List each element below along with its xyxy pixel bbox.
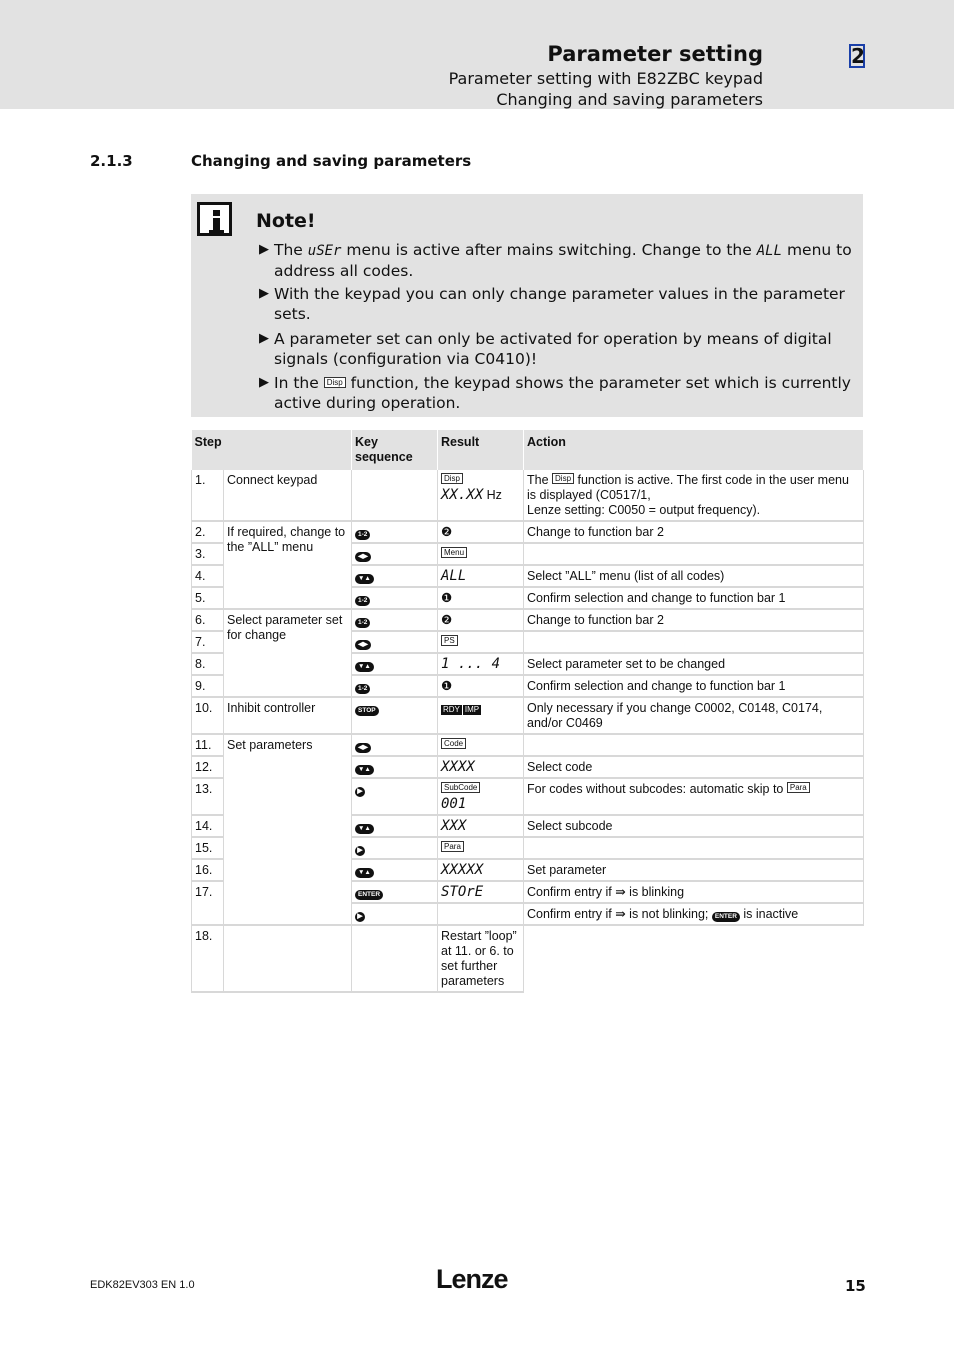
header-step: Step: [192, 430, 352, 470]
document-id: EDK82EV303 EN 1.0: [90, 1279, 195, 1291]
table-row: 17. ENTER STOrE Confirm entry if ⇛ is blinking: [192, 881, 864, 903]
info-icon: [197, 202, 232, 236]
bullet-arrow-icon: ▶: [259, 242, 269, 257]
shift-key-icon: 1-2: [355, 596, 370, 606]
right-key-icon: ▶: [355, 912, 365, 922]
table-row: 15. ▶ Para: [192, 837, 864, 859]
table-row: 16. ▼▲ XXXXX Set parameter: [192, 859, 864, 881]
left-right-key-icon: ◀▶: [355, 640, 371, 650]
down-up-key-icon: ▼▲: [355, 824, 374, 834]
bullet-arrow-icon: ▶: [259, 375, 269, 390]
table-row: 8. ▼▲ 1 ... 4 Select parameter set to be changed: [192, 653, 864, 675]
procedure-table: [191, 430, 864, 993]
bullet-arrow-icon: ▶: [259, 331, 269, 346]
note-item-4: ▶ In the Disp function, the keypad shows the parameter set which is currently active during operation.: [259, 374, 851, 412]
shift-key-icon: 1-2: [355, 684, 370, 694]
lenze-logo: Lenze: [436, 1264, 508, 1294]
header-action: Action: [524, 430, 864, 470]
right-key-icon: ▶: [355, 846, 365, 856]
bullet-arrow-icon: ▶: [259, 286, 269, 301]
table-row: 10. Inhibit controller STOP RDY IMP Only necessary if you change C0002, C0148, C0174, and/or C0469: [192, 697, 864, 734]
note-box: [191, 194, 863, 417]
rdy-indicator: RDY: [443, 705, 460, 714]
table-row: 18. Restart ”loop” at 11. or 6. to set further parameters: [192, 925, 864, 992]
down-up-key-icon: ▼▲: [355, 574, 374, 584]
enter-key-icon: ENTER: [712, 912, 740, 922]
table-row: 14. ▼▲ XXX Select subcode: [192, 815, 864, 837]
header-subtitle-1: Parameter setting with E82ZBC keypad: [448, 69, 763, 88]
note-item-3: ▶ A parameter set can only be activated for operation by means of digital signals (configuration via C0410)!: [259, 330, 832, 368]
table-row: 9. 1-2 ❶ Confirm selection and change to function bar 1: [192, 675, 864, 697]
note-item-2: ▶ With the keypad you can only change parameter values in the parameter sets.: [259, 285, 845, 323]
stop-key-icon: STOP: [355, 706, 379, 716]
table-row: 13. ▶ SubCode 001 For codes without subcodes: automatic skip to Para: [192, 778, 864, 815]
section-title: Changing and saving parameters: [191, 152, 472, 170]
section-number: 2.1.3: [90, 152, 133, 170]
table-row: 2. If required, change to the ”ALL” menu 1-2 ❷ Change to function bar 2: [192, 521, 864, 543]
table-row: 11. Set parameters ◀▶ Code: [192, 734, 864, 756]
right-key-icon: ▶: [355, 787, 365, 797]
table-row: 3. ◀▶ Menu: [192, 543, 864, 565]
table-row: 4. ▼▲ ALL Select ”ALL” menu (list of all codes): [192, 565, 864, 587]
shift-key-icon: 1-2: [355, 618, 370, 628]
table-row: 7. ◀▶ PS: [192, 631, 864, 653]
header-subtitle-2: Changing and saving parameters: [496, 90, 763, 109]
header-title: Parameter setting: [547, 42, 763, 66]
table-row: 5. 1-2 ❶ Confirm selection and change to function bar 1: [192, 587, 864, 609]
down-up-key-icon: ▼▲: [355, 662, 374, 672]
page-header: [0, 0, 954, 109]
table-row: ▶ Confirm entry if ⇛ is not blinking; ENTER is inactive: [192, 903, 864, 925]
page-number: 15: [845, 1277, 866, 1295]
enter-key-icon: ENTER: [355, 890, 383, 900]
down-up-key-icon: ▼▲: [355, 868, 374, 878]
imp-indicator: IMP: [464, 705, 480, 714]
down-up-key-icon: ▼▲: [355, 765, 374, 775]
shift-key-icon: 1-2: [355, 530, 370, 540]
chapter-number: 2: [851, 44, 865, 68]
note-item-1: ▶ The uSEr menu is active after mains switching. Change to the ALL menu to address all codes.: [259, 241, 852, 280]
header-key-sequence: Key sequence: [352, 430, 438, 470]
left-right-key-icon: ◀▶: [355, 743, 371, 753]
note-title: Note!: [256, 210, 316, 232]
table-header-row: [192, 430, 864, 470]
table-row: 1. Connect keypad Disp XX.XX Hz The Disp function is active. The first code in the user menu is displayed (C0517/1, Lenze setting: C0050 = output frequency).: [192, 470, 864, 521]
header-result: Result: [438, 430, 524, 470]
left-right-key-icon: ◀▶: [355, 552, 371, 562]
table-row: 6. Select parameter set for change 1-2 ❷ Change to function bar 2: [192, 609, 864, 631]
table-row: 12. ▼▲ XXXX Select code: [192, 756, 864, 778]
